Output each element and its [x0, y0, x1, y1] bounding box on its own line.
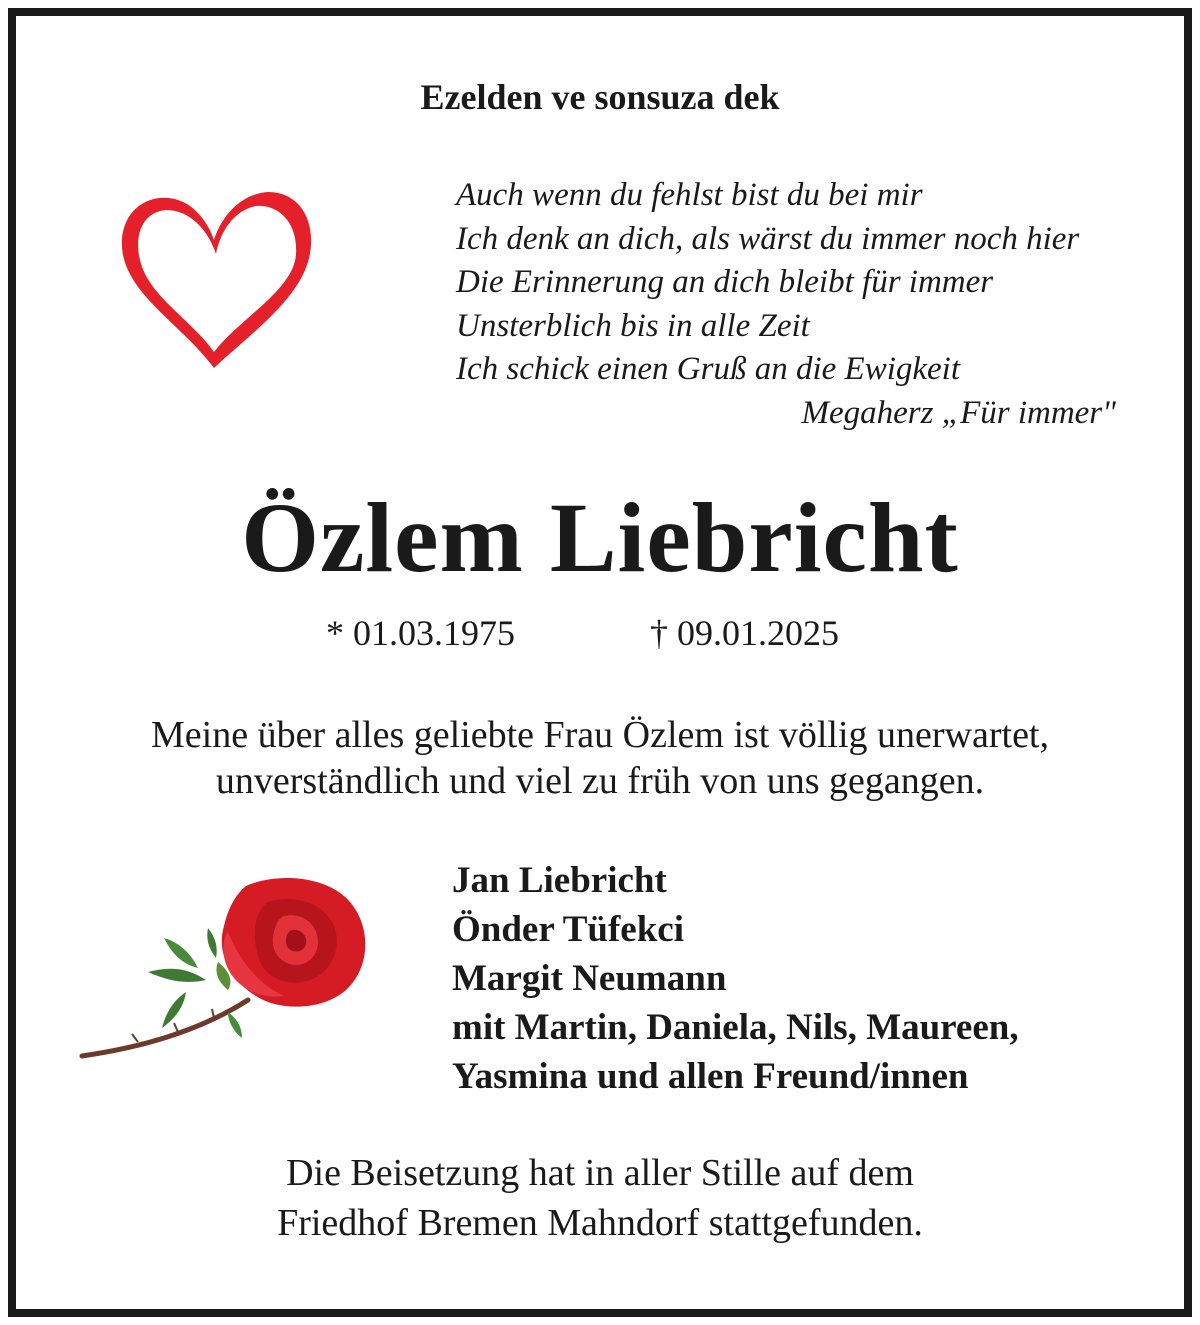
- mourners-list: [452, 856, 1019, 1101]
- birth-date: * 01.03.1975: [326, 613, 515, 653]
- funeral-note-line: Die Beisetzung hat in aller Stille auf dem: [286, 1152, 914, 1194]
- poem-line: Ich schick einen Gruß an die Ewigkeit: [456, 351, 961, 387]
- mourner-name: Önder Tüfekci: [452, 909, 684, 950]
- deceased-name: Özlem Liebricht: [241, 482, 959, 593]
- mourner-name: Jan Liebricht: [452, 860, 667, 901]
- rose-icon: [78, 872, 378, 1064]
- farewell-message: [0, 712, 1200, 804]
- heart-icon: [108, 180, 320, 372]
- poem-line: Auch wenn du fehlst bist du bei mir: [456, 177, 923, 213]
- poem-line: Unsterblich bis in alle Zeit: [456, 307, 810, 344]
- poem-line: Ich denk an dich, als wärst du immer noch hier: [456, 220, 1080, 257]
- notice-heading: Ezelden ve sonsuza dek: [420, 77, 780, 117]
- funeral-note-line: Friedhof Bremen Mahndorf stattgefunden.: [277, 1202, 923, 1244]
- funeral-note: [0, 1148, 1200, 1248]
- farewell-message-line: unverständlich und viel zu früh von uns gegangen.: [215, 760, 985, 802]
- poem: [456, 174, 1136, 435]
- mourner-name: mit Martin, Daniela, Nils, Maureen,: [452, 1007, 1019, 1048]
- death-date: † 09.01.2025: [650, 613, 839, 653]
- poem-line: Die Erinnerung an dich bleibt für immer: [456, 264, 994, 300]
- farewell-message-line: Meine über alles geliebte Frau Özlem ist völlig unerwartet,: [151, 714, 1049, 756]
- mourner-name: Margit Neumann: [452, 958, 727, 999]
- poem-credit: Megaherz „Für immer": [801, 394, 1116, 431]
- mourner-name: Yasmina und allen Freund/innen: [452, 1056, 969, 1097]
